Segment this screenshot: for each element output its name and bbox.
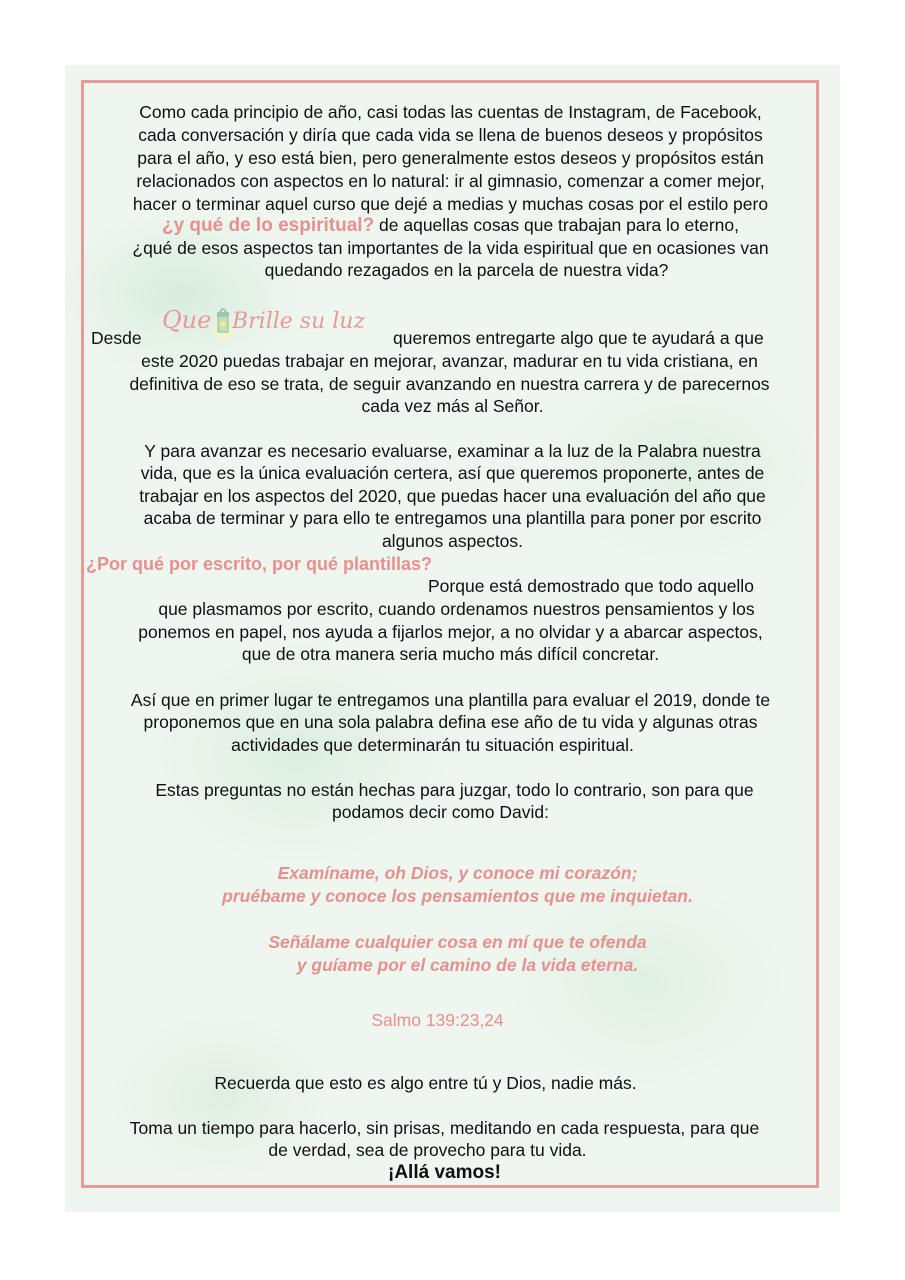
p2-line-2: este 2020 puedas trabajar en mejorar, avanzar, madurar en tu vida cristiana, en bbox=[141, 351, 758, 371]
p2-line-3: definitiva de eso se trata, de seguir avanzando en nuestra carrera y de parecernos bbox=[129, 374, 770, 394]
intro-line-6-rest: de aquellas cosas que trabajan para lo eterno, bbox=[374, 215, 740, 235]
p3-line-4: acaba de terminar y para ello te entregamos una plantilla para poner por escrito bbox=[143, 508, 762, 528]
intro-line-3: para el año, y eso está bien, pero generalmente estos deseos y propósitos están bbox=[137, 148, 764, 168]
p6-line-2: podamos decir como David: bbox=[332, 802, 549, 822]
intro-line-4: relacionados con aspectos en lo natural: ir al gimnasio, comenzar a comer mejor, bbox=[136, 171, 765, 191]
intro-line-7: ¿qué de esos aspectos tan importantes de la vida espiritual que en ocasiones van bbox=[132, 238, 769, 258]
verse-line-2: pruébame y conoce los pensamientos que me inquietan. bbox=[222, 886, 693, 906]
p7-line: Recuerda que esto es algo entre tú y Dios, nadie más. bbox=[214, 1073, 637, 1093]
p8-line-2: de verdad, sea de provecho para tu vida. bbox=[268, 1140, 587, 1160]
p3-line-5: algunos aspectos. bbox=[381, 531, 524, 551]
p3-line-1: Y para avanzar es necesario evaluarse, examinar a la luz de la Palabra nuestra bbox=[144, 441, 761, 461]
verse-line-3: Señálame cualquier cosa en mí que te ofenda bbox=[268, 932, 647, 952]
intro-line-8: quedando rezagados en la parcela de nuestra vida? bbox=[264, 260, 669, 280]
why-written-heading: ¿Por qué por escrito, por qué plantillas? bbox=[86, 554, 433, 574]
logo-word-que: Que bbox=[162, 306, 212, 334]
p8-line-1: Toma un tiempo para hacerlo, sin prisas, meditando en cada respuesta, para que bbox=[129, 1118, 760, 1138]
lantern-icon bbox=[217, 309, 229, 332]
intro-line-6 bbox=[78, 214, 823, 237]
p5-line-3: actividades que determinarán tu situación espiritual. bbox=[231, 735, 634, 755]
verse-reference: Salmo 139:23,24 bbox=[371, 1010, 504, 1030]
p4-line-3: ponemos en papel, nos ayuda a fijarlos mejor, a no olvidar y a abarcar aspectos, bbox=[138, 622, 763, 642]
p3-line-2: vida, que es la única evaluación certera, así que queremos proponerte, antes de bbox=[140, 463, 765, 483]
intro-line-5: hacer o terminar aquel curso que dejé a medias y muchas cosas por el estilo pero bbox=[132, 194, 769, 214]
p6-line-1: Estas preguntas no están hechas para juzgar, todo lo contrario, son para que bbox=[155, 780, 754, 800]
closing-exclamation: ¡Allá vamos! bbox=[388, 1162, 501, 1183]
p4-line-4: que de otra manera seria mucho más difícil concretar. bbox=[241, 644, 660, 664]
verse-line-4: y guíame por el camino de la vida eterna. bbox=[296, 955, 639, 975]
p2-line-1-end: queremos entregarte algo que te ayudará a que bbox=[393, 328, 764, 348]
intro-line-2: cada conversación y diría que cada vida se llena de buenos deseos y propósitos bbox=[138, 125, 763, 145]
spiritual-question: ¿y qué de lo espiritual? bbox=[161, 215, 375, 236]
verse-line-1: Examíname, oh Dios, y conoce mi corazón; bbox=[277, 863, 638, 883]
desde-word: Desde bbox=[91, 328, 142, 348]
que-brille-su-luz-logo bbox=[160, 286, 385, 342]
logo-word-brille: Brille su luz bbox=[232, 309, 366, 334]
intro-line-1: Como cada principio de año, casi todas las cuentas de Instagram, de Facebook, bbox=[139, 102, 762, 122]
p3-line-3: trabajar en los aspectos del 2020, que puedas hacer una evaluación del año que bbox=[139, 486, 766, 506]
p4-line-2: que plasmamos por escrito, cuando ordenamos nuestros pensamientos y los bbox=[158, 599, 755, 619]
p5-line-2: proponemos que en una sola palabra defina ese año de tu vida y algunas otras bbox=[143, 712, 758, 732]
p5-line-1: Así que en primer lugar te entregamos una plantilla para evaluar el 2019, donde te bbox=[130, 690, 771, 710]
p2-line-4: cada vez más al Señor. bbox=[361, 396, 544, 416]
p4-line-1: Porque está demostrado que todo aquello bbox=[428, 576, 754, 596]
